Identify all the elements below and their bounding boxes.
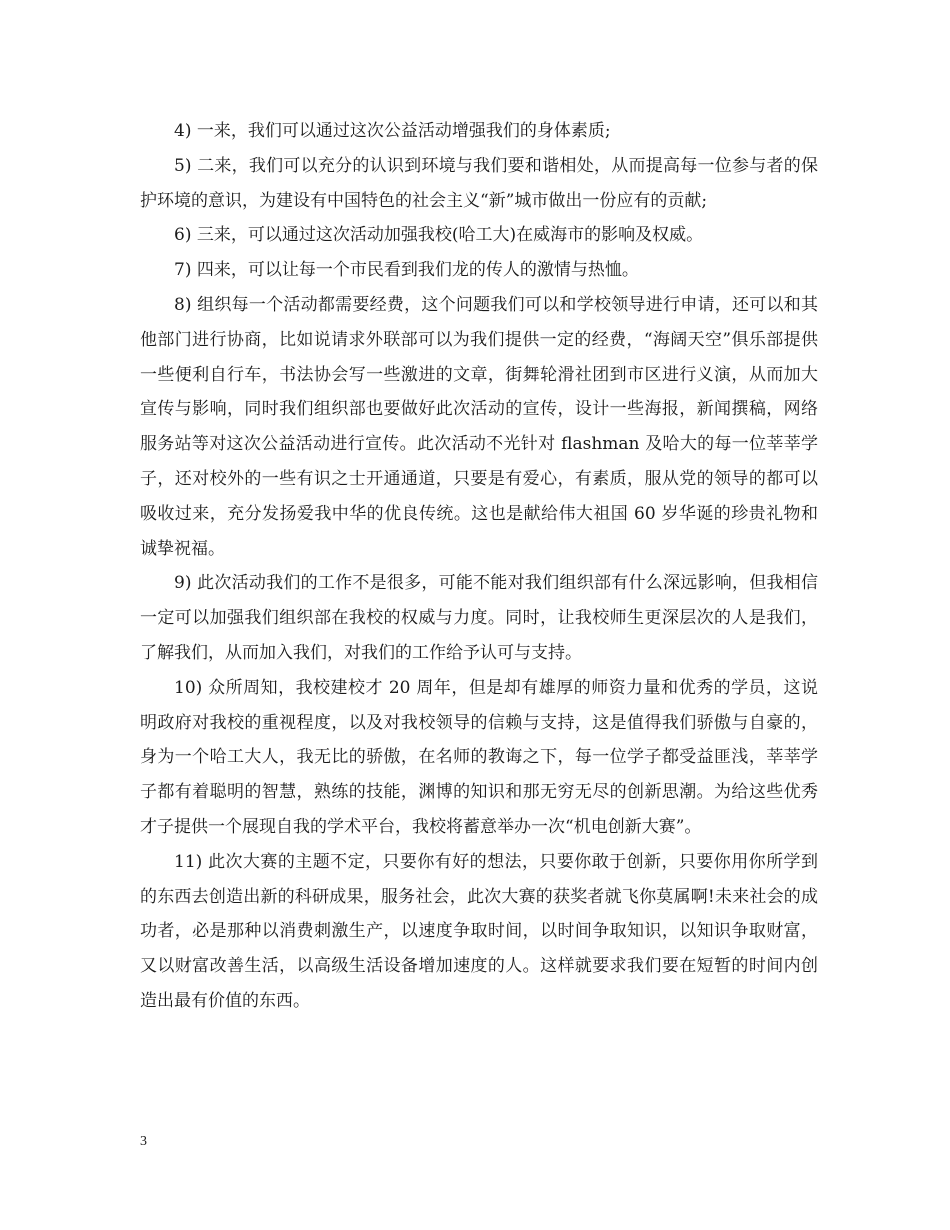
paragraph-6: 6) 三来，可以通过这次活动加强我校(哈工大)在威海市的影响及权威。 <box>174 225 704 246</box>
paragraph-9: 9) 此次活动我们的工作不是很多，可能不能对我们组织部有什么深远影响，但我相信一定可以加强我们组织部在我校的权威与力度。同时，让我校师生更深层次的人是我们，了解我们，从而加入我们，对我们的工作给予认可与支持。 <box>140 573 818 663</box>
paragraph-10: 10) 众所周知，我校建校才 20 周年，但是却有雄厚的师资力量和优秀的学员，这说明政府对我校的重视程度，以及对我校领导的信赖与支持，这是值得我们骄傲与自豪的，身为一个哈工大人，我无比的骄傲，在名师的教诲之下，每一位学子都受益匪浅，莘莘学子都有着聪明的智慧，熟练的技能，渊博的知识和那无穷无尽的创新思潮。为给这些优秀才子提供一个展现自我的学术平台，我校将蓄意举办一次“机电创新大赛”。 <box>140 677 818 837</box>
paragraph-5: 5) 二来，我们可以充分的认识到环境与我们要和谐相处，从而提高每一位参与者的保护环境的意识，为建设有中国特色的社会主义“新”城市做出一份应有的贡献; <box>140 155 818 211</box>
paragraph-4: 4) 一来，我们可以通过这次公益活动增强我们的身体素质; <box>174 121 611 141</box>
paragraph-8: 8) 组织每一个活动都需要经费，这个问题我们可以和学校领导进行申请，还可以和其他部门进行协商，比如说请求外联部可以为我们提供一定的经费，“海阔天空”俱乐部提供一些便利自行车，书法协会写一些激进的文章，街舞轮滑社团到市区进行义演，从而加大宣传与影响，同时我们组织部也要做好此次活动的宣传，设计一些海报，新闻撰稿，网络服务站等对这次公益活动进行宣传。此次活动不光针对 flashman 及哈大的每一位莘莘学子，还对校外的一些有识之士开通通道，只要是有爱心，有素质，服从党的领导的都可以吸收过来，充分发扬爱我中华的优良传统。这也是献给伟大祖国 60 岁华诞的珍贵礼物和诚挚祝福。 <box>140 294 818 559</box>
paragraph-11: 11) 此次大赛的主题不定，只要你有好的想法，只要你敢于创新，只要你用你所学到的东西去创造出新的科研成果，服务社会，此次大赛的获奖者就飞你莫属啊!未来社会的成功者，必是那种以消费刺激生产，以速度争取时间，以时间争取知识，以知识争取财富，又以财富改善生活，以高级生活设备增加速度的人。这样就要求我们要在短暂的时间内创造出最有价值的东西。 <box>140 851 818 1011</box>
document-body <box>140 114 818 1019</box>
page-number: 3 <box>140 1134 147 1149</box>
paragraph-7: 7) 四来，可以让每一个市民看到我们龙的传人的激情与热恤。 <box>174 260 639 281</box>
